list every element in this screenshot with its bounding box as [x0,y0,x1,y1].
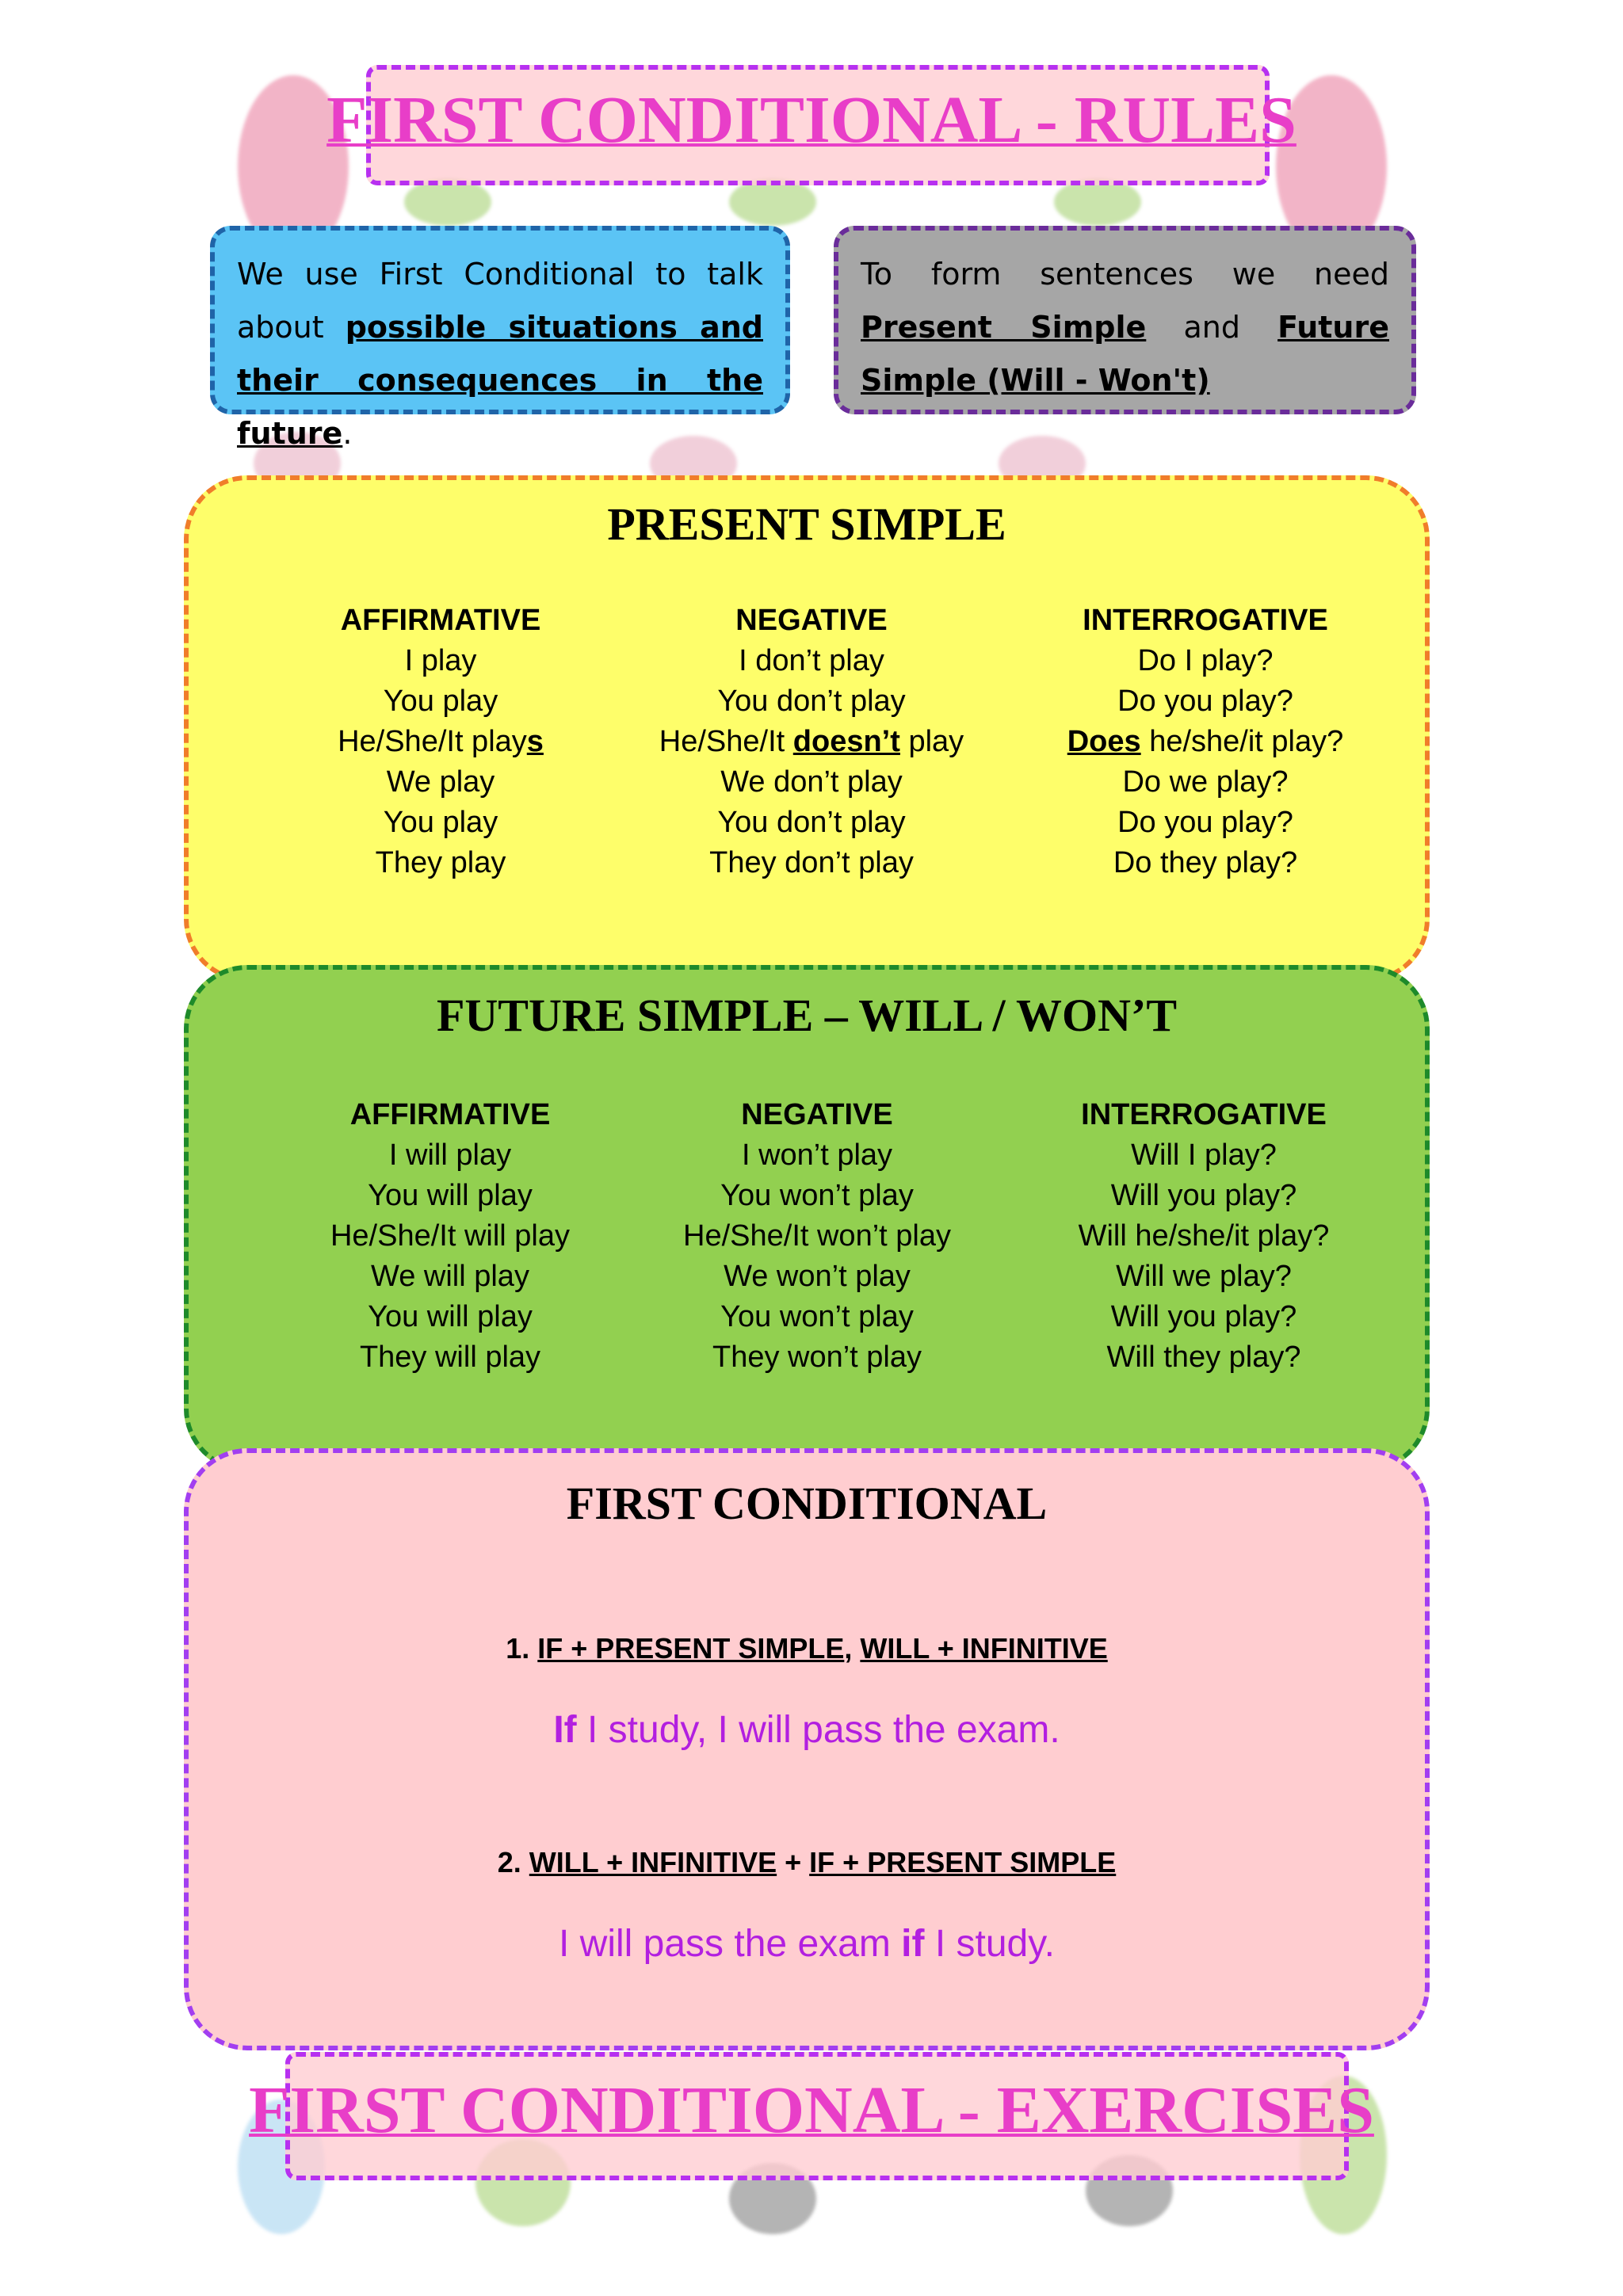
conjugation-row: Will we play? [1116,1260,1292,1293]
example-1-sentence [189,1708,1425,1752]
conjugation-row: They will play [359,1341,541,1374]
example-text: I will pass the exam [558,1923,902,1965]
info-right-connector: and [1146,310,1278,345]
exercises-title: FIRST CONDITIONAL - EXERCISES [249,2073,1374,2147]
info-box-left [210,226,790,451]
conjugation-base: He/She/It play [338,725,527,758]
present-interrogative-column [1007,601,1403,883]
conjugation-row: Will they play? [1106,1341,1301,1374]
conjugation-row: Will he/she/it play? [1078,1219,1330,1253]
rule-part: WILL + INFINITIVE [529,1846,777,1878]
column-header: NEGATIVE [741,1098,893,1131]
if-keyword: if [901,1923,925,1965]
conjugation-verb: play [899,725,964,758]
conjugation-row: You play [383,685,498,718]
conjugation-row: Do they play? [1113,846,1298,879]
future-negative-column [619,1095,1015,1378]
conjugation-row: I play [404,644,477,677]
conjugation-row: Will I play? [1131,1138,1277,1172]
conjugation-row: They won’t play [712,1341,922,1374]
conjugation-row: We don’t play [720,765,903,799]
doesnt-highlight: doesn’t [792,725,900,758]
info-left-emphasis: possible situations and their consequences in the future [237,310,763,451]
conjugation-row: We play [386,765,495,799]
present-negative-column [613,601,1010,883]
present-simple-panel [184,475,1430,982]
if-keyword: If [553,1709,577,1751]
conjugation-row: They play [375,846,506,879]
conjugation-row: Do I play? [1137,644,1274,677]
info-left-text: We use First Conditional to talk about [237,257,763,345]
conjugation-row [613,722,1010,762]
example-2-sentence [189,1922,1425,1966]
decor-balloon [1054,178,1141,226]
info-box-right [834,226,1416,414]
example-text: I study, I will pass the exam. [576,1709,1060,1751]
conjugation-row: He/She/It won’t play [683,1219,951,1253]
conjugation-row: Do we play? [1122,765,1289,799]
conjugation-row: Do you play? [1117,806,1293,839]
info-right-emphasis-present: Present Simple [861,310,1147,345]
conjugation-row: He/She/It will play [330,1219,570,1253]
conjugation-row: You will play [368,1300,533,1333]
conjugation-row: We will play [371,1260,529,1293]
conjugation-row: We won’t play [724,1260,911,1293]
example-text: I study. [924,1923,1055,1965]
conjugation-row: You will play [368,1179,533,1212]
info-right-emphasis-future: Future Simple (Will - Won't) [861,310,1389,398]
conjugation-row: You won’t play [720,1300,914,1333]
conjugation-row: Will you play? [1110,1179,1297,1212]
rule-part: IF + PRESENT SIMPLE [537,1632,845,1665]
column-header: AFFIRMATIVE [340,604,541,637]
future-interrogative-column [1006,1095,1402,1378]
info-right-text: To form sentences we need [861,257,1389,292]
conjugation-row: I don’t play [739,644,884,677]
future-simple-panel [184,965,1430,1472]
column-header: AFFIRMATIVE [349,1098,551,1131]
conjugation-row: Do you play? [1117,685,1293,718]
decor-balloon [404,178,491,226]
conjugation-row: They don’t play [709,846,914,879]
info-left-end: . [342,416,353,451]
first-conditional-panel [184,1448,1430,2050]
first-conditional-title: FIRST CONDITIONAL [566,1478,1048,1529]
conjugation-base: He/She/It [659,725,793,758]
rule-separator: + [777,1846,810,1878]
conjugation-row: Will you play? [1110,1300,1297,1333]
conjugation-row: You don’t play [717,806,906,839]
third-person-suffix: s [526,725,544,758]
rule-1-formula [189,1632,1425,1665]
rule-part: WILL + INFINITIVE [860,1632,1108,1665]
present-simple-title: PRESENT SIMPLE [607,498,1006,550]
conjugation-row: I will play [388,1138,512,1172]
column-header: NEGATIVE [735,604,888,637]
does-highlight: Does [1067,725,1141,758]
rule-2-formula [189,1846,1425,1879]
rule-number: 2. [497,1846,529,1878]
future-affirmative-column [252,1095,648,1378]
conjugation-row: You won’t play [720,1179,914,1212]
rule-number: 1. [506,1632,538,1665]
conjugation-row: You play [383,806,498,839]
page-title: FIRST CONDITIONAL - RULES [327,83,1296,157]
conjugation-row [1007,722,1403,762]
conjugation-row: I won’t play [741,1138,893,1172]
present-affirmative-column [242,601,639,883]
decor-balloon [729,178,816,226]
future-simple-title: FUTURE SIMPLE – WILL / WON’T [436,990,1178,1041]
rule-separator: , [844,1632,861,1665]
column-header: INTERROGATIVE [1083,604,1328,637]
conjugation-row [242,722,639,762]
conjugation-base: he/she/it play? [1140,725,1344,758]
conjugation-row: You don’t play [717,685,906,718]
column-header: INTERROGATIVE [1081,1098,1327,1131]
rule-part: IF + PRESENT SIMPLE [809,1846,1117,1878]
